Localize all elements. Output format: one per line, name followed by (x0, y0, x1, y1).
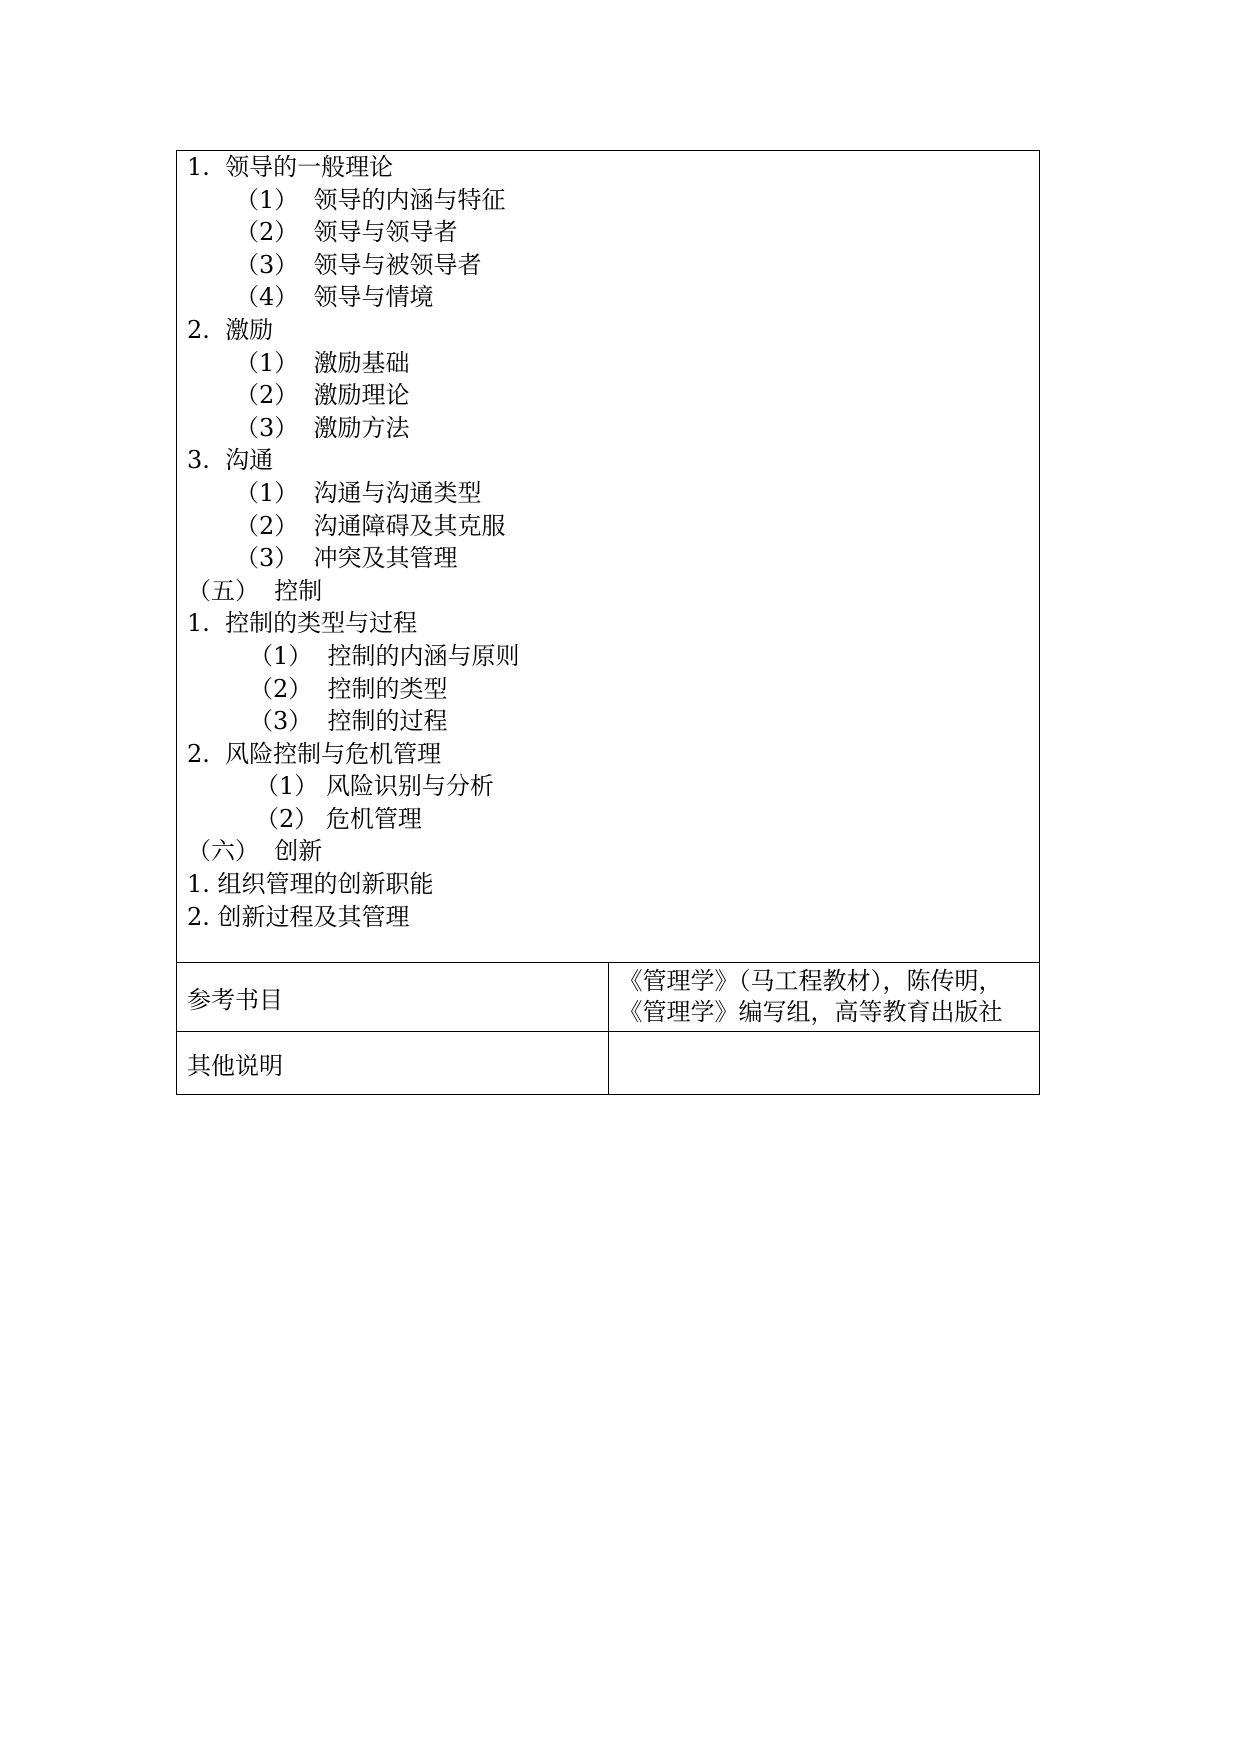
outline-item: （五） 控制 (187, 576, 323, 605)
outline-item: 3. 沟通 (187, 446, 274, 475)
outline-list (187, 151, 1029, 933)
outline-item: （2） 激励理论 (235, 381, 410, 410)
outline-item: （1） 风险识别与分析 (255, 772, 494, 801)
reference-row (177, 963, 1040, 1032)
outline-item: （1） 控制的内涵与原则 (249, 641, 520, 670)
outline-item: （3） 冲突及其管理 (235, 544, 458, 573)
reference-label: 参考书目 (177, 963, 609, 1032)
outline-item: 2. 激励 (187, 315, 274, 344)
outline-cell (177, 151, 1040, 963)
outline-item: （2） 危机管理 (255, 804, 422, 833)
outline-item: （2） 领导与领导者 (235, 218, 458, 247)
other-notes-label: 其他说明 (177, 1032, 609, 1095)
reference-value: 《管理学》（马工程教材），陈传明，《管理学》编写组，高等教育出版社 (608, 963, 1040, 1032)
outline-item: 1. 组织管理的创新职能 (187, 870, 434, 899)
outline-row (177, 151, 1040, 963)
outline-item: （4） 领导与情境 (235, 283, 434, 312)
outline-item: 1. 领导的一般理论 (187, 153, 394, 181)
outline-item: （3） 激励方法 (235, 413, 410, 442)
outline-item: （1） 激励基础 (235, 348, 410, 377)
outline-item: （3） 控制的过程 (249, 707, 448, 736)
outline-item: （2） 沟通障碍及其克服 (235, 511, 506, 540)
other-notes-value (608, 1032, 1040, 1095)
outline-item: 1. 控制的类型与过程 (187, 609, 418, 638)
outline-item: （2） 控制的类型 (249, 674, 448, 703)
outline-item: 2. 风险控制与危机管理 (187, 739, 442, 768)
syllabus-table (176, 150, 1040, 1095)
outline-item: （1） 沟通与沟通类型 (235, 478, 482, 507)
other-notes-row (177, 1032, 1040, 1095)
outline-item: （1） 领导的内涵与特征 (235, 185, 506, 214)
outline-item: 2. 创新过程及其管理 (187, 902, 410, 931)
outline-item: （六） 创新 (187, 837, 323, 866)
outline-item: （3） 领导与被领导者 (235, 250, 482, 279)
